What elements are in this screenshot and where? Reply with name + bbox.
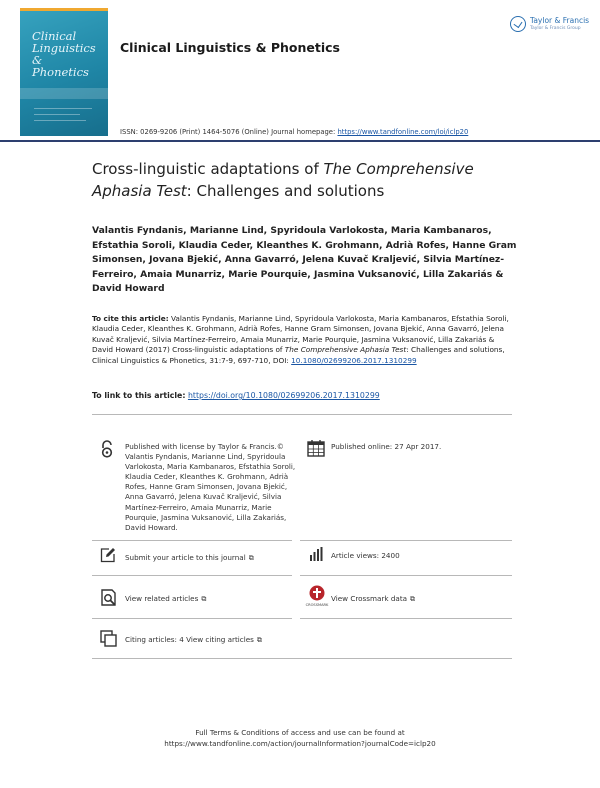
publisher-tagline: Taylor & Francis Group (530, 26, 581, 31)
view-related-articles-link[interactable] (125, 594, 295, 604)
journal-cover-image[interactable] (20, 8, 108, 136)
external-link-icon: ⧉ (256, 636, 262, 644)
citation-text: : Challenges and solutions, Clinical Linguistics & Phonetics, 31:7-9, 697-710, DOI: (92, 345, 505, 365)
related-articles-label: View related articles (125, 594, 199, 603)
info-divider (300, 540, 512, 541)
footer-terms-text: Full Terms & Conditions of access and use can be found at (195, 728, 405, 737)
article-doi-link[interactable]: https://doi.org/10.1080/02699206.2017.1310299 (187, 391, 380, 400)
citing-articles-link[interactable] (125, 635, 300, 645)
article-title-part: Cross-linguistic adaptations of (92, 160, 324, 178)
edit-icon (100, 547, 116, 563)
publisher-logo-icon (510, 16, 526, 32)
article-title-italic: The Comprehensive Aphasia Test (92, 160, 474, 200)
info-divider (92, 540, 292, 541)
citation-italic: The Comprehensive Aphasia Test (284, 345, 407, 355)
article-link-line (92, 391, 380, 400)
related-articles-icon (100, 589, 118, 607)
article-link-label: To link to this article: (92, 391, 186, 400)
license-notice: Published with license by Taylor & Francis.© Valantis Fyndanis, Marianne Lind, Spyridoula Varlokosta, Maria Kambanaros, Efstathia Soroli, Klaudia Ceder, Kleanthes K. Grohmann, Adrià Rofes, Hanne Gram Simonsen, Jovana Bjekić, Anna Gavarró, Jelena Kuvač Kraljević, Silvia Martínez-Ferreiro, Amaia Munarriz, Marie Pourquie, Jasmina Vuksanović, Lilla Zakariás, David Howard. (125, 442, 296, 532)
bar-chart-icon (309, 547, 325, 561)
info-divider (92, 618, 292, 619)
published-online-date: Published online: 27 Apr 2017. (331, 442, 442, 451)
citation-text: Valantis Fyndanis, Marianne Lind, Spyridoula Varlokosta, Maria Kambanaros, Efstathia Soroli, Klaudia Ceder, Kleanthes K. Grohmann, Adrià Rofes, Hanne Gram Simonsen, Jovana Bjekić, Anna Gavarró, Jelena Kuvač Kraljević, Silvia Martínez-Ferreiro, Amaia Munarriz, Marie Pourquie, Jasmina Vuksanović, Lilla Zakariás & David Howard (2017) Cross-linguistic adaptations of (92, 314, 509, 355)
submit-article-link[interactable] (125, 553, 295, 563)
cover-title-line: Clinical (32, 29, 77, 43)
crossmark-icon (307, 585, 327, 607)
cover-band (20, 88, 108, 99)
header-divider (0, 140, 600, 142)
calendar-icon (307, 440, 325, 457)
crossmark-label: CROSSMARK (305, 603, 329, 607)
submit-article-label: Submit your article to this journal (125, 553, 246, 562)
crossmark-data-label: View Crossmark data (331, 594, 408, 603)
external-link-icon: ⧉ (201, 595, 207, 603)
external-link-icon: ⧉ (410, 595, 416, 603)
cover-title-line: Phonetics (32, 65, 89, 79)
cover-accent-strip (20, 8, 108, 11)
external-link-icon: ⧉ (248, 554, 254, 562)
article-title-part: : Challenges and solutions (186, 182, 385, 200)
publisher-logo[interactable] (510, 14, 590, 38)
article-title (92, 158, 522, 202)
doi-link[interactable]: 10.1080/02699206.2017.1310299 (291, 355, 417, 365)
issn-line (120, 128, 468, 136)
info-divider (92, 658, 512, 659)
section-divider (92, 414, 512, 415)
journal-homepage-link[interactable]: https://www.tandfonline.com/loi/iclp20 (337, 128, 469, 136)
publisher-name: Taylor & Francis (530, 16, 590, 25)
citation-block (92, 314, 512, 366)
cover-title (32, 30, 104, 78)
info-divider (92, 575, 292, 576)
article-views: Article views: 2400 (331, 551, 400, 560)
footer-terms-link[interactable]: https://www.tandfonline.com/action/journalInformation?journalCode=iclp20 (164, 739, 436, 748)
author-list: Valantis Fyndanis, Marianne Lind, Spyridoula Varlokosta, Maria Kambanaros, Efstathia Soroli, Klaudia Ceder, Kleanthes K. Grohmann, Adrià Rofes, Hanne Gram Simonsen, Jovana Bjekić, Anna Gavarró, Jelena Kuvač Kraljević, Silvia Martínez-Ferreiro, Amaia Munarriz, Marie Pourquie, Jasmina Vuksanović, Lilla Zakariás & David Howard (92, 225, 517, 294)
issn-text: ISSN: 0269-9206 (Print) 1464-5076 (Online) Journal homepage: (120, 128, 336, 136)
citing-articles-label: Citing articles: 4 View citing articles (125, 635, 254, 644)
citation-label: To cite this article: (92, 314, 169, 323)
info-divider (300, 575, 512, 576)
view-crossmark-link[interactable] (331, 594, 511, 604)
journal-title[interactable]: Clinical Linguistics & Phonetics (120, 40, 340, 55)
cover-title-line: Linguistics & (32, 41, 96, 67)
info-divider (300, 618, 512, 619)
footer (0, 727, 600, 749)
open-access-icon (100, 440, 114, 458)
citing-articles-icon (100, 630, 118, 648)
